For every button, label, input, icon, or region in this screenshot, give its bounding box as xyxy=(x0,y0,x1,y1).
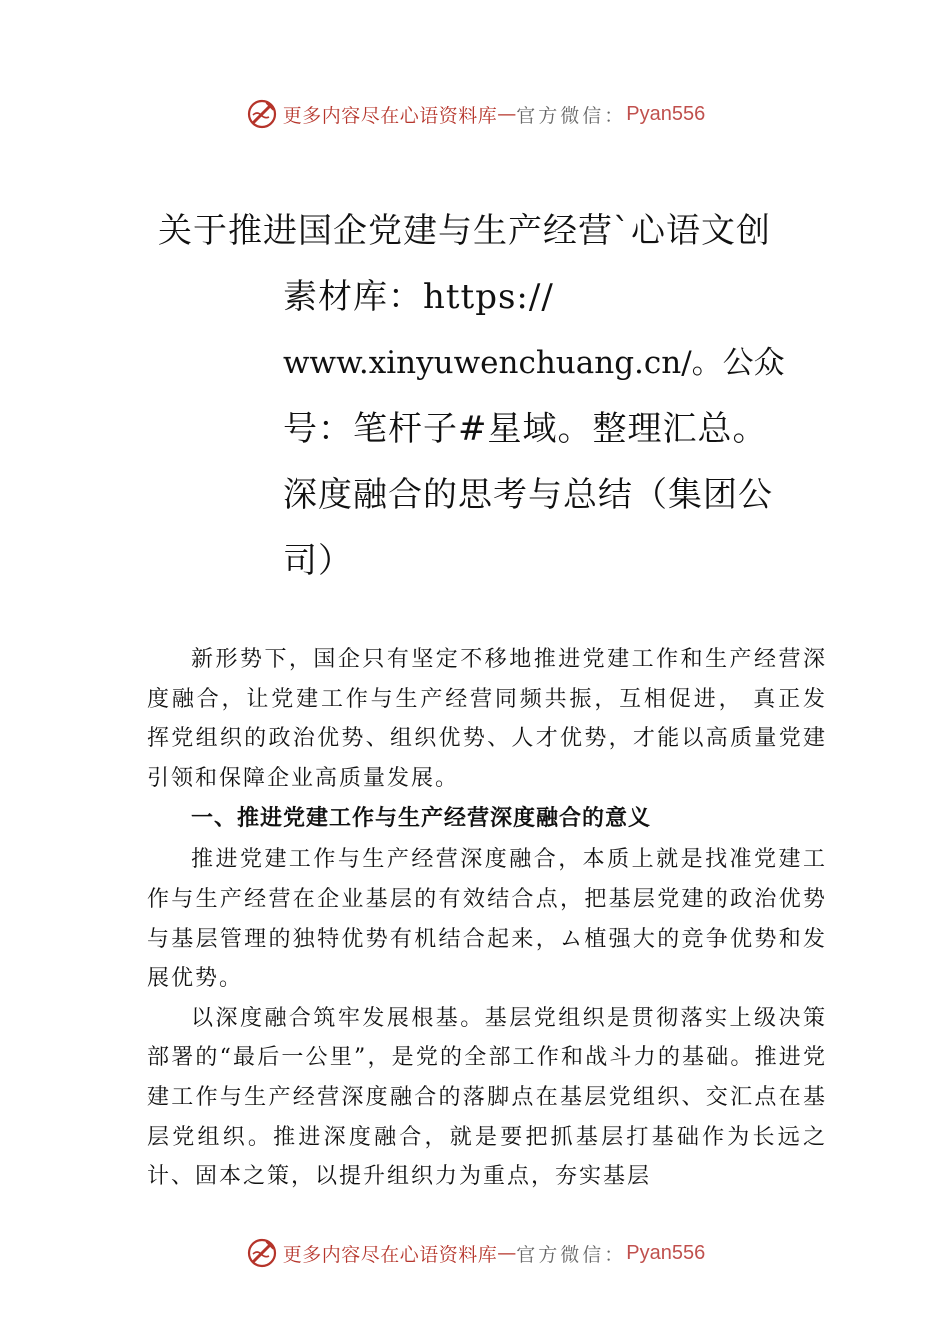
banner-main-text: 更多内容尽在心语资料库 xyxy=(282,104,498,127)
body-paragraph: 新形势下，国企只有坚定不移地推进党建工作和生产经营深度融合，让党建工作与生产经营同频共振，互相促进， 真正发挥党组织的政治优势、组织优势、人才优势，才能以高质量党建引领和保障企业高质量发展。 xyxy=(147,647,827,791)
pen-seal-icon xyxy=(245,1236,279,1270)
title-line: 深度融合的思考与总结（集团公 xyxy=(283,475,773,515)
footer-banner xyxy=(0,1231,950,1275)
banner-wechat-id: Pyan556 xyxy=(626,102,706,125)
body-paragraph: 推进党建工作与生产经营深度融合，本质上就是找准党建工作与生产经营在企业基层的有效结合点，把基层党建的政治优势与基层管理的独特优势有机结合起来，ム植强大的竞争优势和发展优势。 xyxy=(147,847,827,992)
section-heading: 一、推进党建工作与生产经营深度融合的意义 xyxy=(191,806,652,832)
banner-separator: — xyxy=(497,1242,517,1264)
header-banner xyxy=(0,92,950,136)
pen-seal-icon xyxy=(245,97,279,131)
title-line: 素材库：https:// xyxy=(283,277,554,317)
banner-main-text: 更多内容尽在心语资料库 xyxy=(282,1243,498,1266)
banner-wechat-label: 官方微信： xyxy=(516,1243,627,1266)
body-paragraph: 以深度融合筑牢发展根基。基层党组织是贯彻落实上级决策部署的“最后一公里”，是党的全部工作和战斗力的基础。推进党建工作与生产经营深度融合的落脚点在基层党组织、交汇点在基层党组织。推进深度融合，就是要把抓基层打基础作为长远之计、固本之策，以提升组织力为重点，夯实基层 xyxy=(147,1005,827,1190)
title-line: 关于推进国企党建与生产经营`心语文创 xyxy=(158,211,771,251)
banner-wechat-label: 官方微信： xyxy=(516,104,627,127)
banner-separator: — xyxy=(497,103,517,125)
title-line: 号：笔杆子#星域。整理汇总。 xyxy=(283,409,768,449)
banner-wechat-id: Pyan556 xyxy=(626,1241,706,1264)
title-line: 司） xyxy=(283,541,353,581)
document-body xyxy=(147,640,827,1197)
title-line: www.xinyuwenchuang.cn/。公众 xyxy=(283,345,785,381)
